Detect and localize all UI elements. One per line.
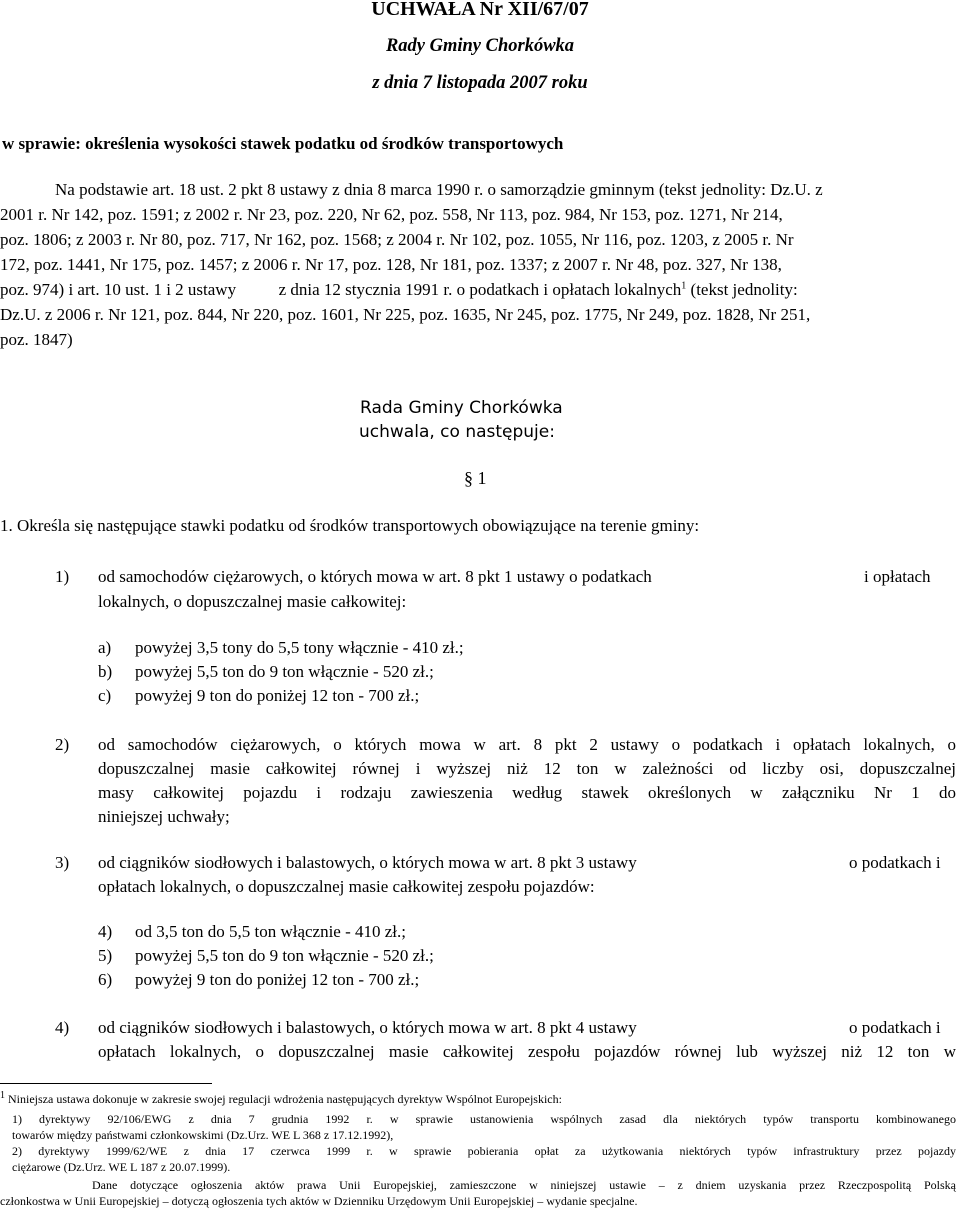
council-name: Rady Gminy Chorkówka <box>385 36 575 56</box>
item-number: 1) <box>55 567 70 586</box>
legal-basis-line: Na podstawie art. 18 ust. 2 pkt 8 ustawy z dnia 8 marca 1990 r. o samorządzie gminnym (tekst jednolity: Dz.U. z <box>55 180 823 199</box>
subitem-text: powyżej 9 ton do poniżej 12 ton - 700 zł.; <box>135 970 420 989</box>
legal-basis-line: Dz.U. z 2006 r. Nr 121, poz. 844, Nr 220, poz. 1601, Nr 225, poz. 1635, Nr 245, poz. 1775, Nr 249, poz. 1828, Nr 251, <box>0 305 811 324</box>
footnote-separator <box>0 1083 212 1084</box>
footnote-line: członkostwa w Unii Europejskiej – dotyczą ogłoszenia tych aktów w Dzienniku Urzędowym Unii Europejskiej – wydanie specjalne. <box>0 1194 638 1208</box>
footnote-line: ciężarowe (Dz.Urz. WE L 187 z 20.07.1999). <box>12 1160 231 1174</box>
legal-basis-line <box>0 279 798 300</box>
item-text: masy całkowitej pojazdu i rodzaju zawieszenia według stawek określonych w załączniku Nr 1 do <box>98 783 956 802</box>
legal-basis-line: poz. 1806; z 2003 r. Nr 80, poz. 717, Nr 162, poz. 1568; z 2004 r. Nr 102, poz. 1055, Nr 116, poz. 1203, z 2005 r. Nr <box>0 230 794 249</box>
subitem-number: 4) <box>98 922 113 941</box>
item-number: 3) <box>55 853 70 872</box>
footnote-line: 1) dyrektywy 92/106/EWG z dnia 7 grudnia 1992 r. w sprawie ustanowienia wspólnych zasad dla niektórych typów transportu kombinowanego <box>12 1112 956 1126</box>
footnote-reference: 1 <box>681 280 687 292</box>
section-intro: 1. Określa się następujące stawki podatku od środków transportowych obowiązujące na terenie gminy: <box>0 516 700 535</box>
footnote-lead-text: Niniejsza ustawa dokonuje w zakresie swojej regulacji wdrożenia następujących dyrektyw Wspólnot Europejskich: <box>5 1092 562 1106</box>
item-text: dopuszczalnej masie całkowitej równej i wyższej niż 12 ton w zależności od liczby osi, dopuszczalnej <box>98 759 956 778</box>
legal-basis-tail: (tekst jednolity: <box>686 280 798 299</box>
council-resolves-line1: Rada Gminy Chorkówka <box>360 398 563 418</box>
subitem-letter: c) <box>98 686 112 705</box>
paragraph-sign: § 1 <box>464 468 487 488</box>
item-text: od ciągników siodłowych i balastowych, o których mowa w art. 8 pkt 3 ustawy <box>98 853 637 872</box>
subitem-number: 6) <box>98 970 113 989</box>
council-resolves-line2: uchwala, co następuje: <box>359 422 555 442</box>
item-text: od ciągników siodłowych i balastowych, o których mowa w art. 8 pkt 4 ustawy <box>98 1018 637 1037</box>
footnote-line: towarów między państwami członkowskimi (Dz.Urz. WE L 368 z 17.12.1992), <box>12 1128 394 1142</box>
legal-basis-line: 2001 r. Nr 142, poz. 1591; z 2002 r. Nr 23, poz. 220, Nr 62, poz. 558, Nr 113, poz. 984, Nr 153, poz. 1271, Nr 214, <box>0 205 783 224</box>
item-text: od samochodów ciężarowych, o których mowa w art. 8 pkt 1 ustawy o podatkach <box>98 567 652 586</box>
legal-basis-line: 172, poz. 1441, Nr 175, poz. 1457; z 2006 r. Nr 17, poz. 128, Nr 181, poz. 1337; z 2007 r. Nr 48, poz. 327, Nr 138, <box>0 255 782 274</box>
subitem-text: powyżej 5,5 ton do 9 ton włącznie - 520 zł.; <box>135 946 434 965</box>
item-text-continued: i opłatach <box>864 567 931 586</box>
legal-basis-text: poz. 974) i art. 10 ust. 1 i 2 ustawy z dnia 12 stycznia 1991 r. o podatkach i opłatach lokalnych <box>0 280 682 299</box>
resolution-subject: w sprawie: określenia wysokości stawek podatku od środków transportowych <box>2 134 564 153</box>
item-text-continued: o podatkach i <box>849 1018 941 1037</box>
subitem-text: powyżej 5,5 ton do 9 ton włącznie - 520 zł.; <box>135 662 434 681</box>
resolution-date: z dnia 7 listopada 2007 roku <box>372 73 588 93</box>
footnote-mark: 1 <box>0 1090 5 1101</box>
item-number: 4) <box>55 1018 70 1037</box>
subitem-text: powyżej 3,5 tony do 5,5 tony włącznie - 410 zł.; <box>135 638 464 657</box>
item-text: niniejszej uchwały; <box>98 807 230 826</box>
subitem-number: 5) <box>98 946 113 965</box>
item-number: 2) <box>55 735 70 754</box>
item-text: lokalnych, o dopuszczalnej masie całkowitej: <box>98 592 407 611</box>
item-text: opłatach lokalnych, o dopuszczalnej masie całkowitej zespołu pojazdów: <box>98 877 595 896</box>
item-text: opłatach lokalnych, o dopuszczalnej masie całkowitej zespołu pojazdów równej lub wyższej niż 12 ton w <box>98 1042 956 1061</box>
footnote-lead <box>0 1092 562 1107</box>
footnote-line: 2) dyrektywy 1999/62/WE z dnia 17 czerwca 1999 r. w sprawie pobierania opłat za użytkowania niektórych typów infrastruktury przez pojazdy <box>12 1144 956 1158</box>
subitem-letter: b) <box>98 662 113 681</box>
legal-basis-line: poz. 1847) <box>0 330 73 349</box>
resolution-title: UCHWAŁA Nr XII/67/07 <box>371 0 589 20</box>
item-text: od samochodów ciężarowych, o których mowa w art. 8 pkt 2 ustawy o podatkach i opłatach lokalnych, o <box>98 735 956 754</box>
subitem-letter: a) <box>98 638 112 657</box>
subitem-text: od 3,5 ton do 5,5 ton włącznie - 410 zł.; <box>135 922 407 941</box>
footnote-line: Dane dotyczące ogłoszenia aktów prawa Unii Europejskiej, zamieszczone w niniejszej ustawie – z dniem uzyskania przez Rzeczpospolitą Polską <box>92 1178 956 1192</box>
subitem-text: powyżej 9 ton do poniżej 12 ton - 700 zł.; <box>135 686 420 705</box>
item-text-continued: o podatkach i <box>849 853 941 872</box>
